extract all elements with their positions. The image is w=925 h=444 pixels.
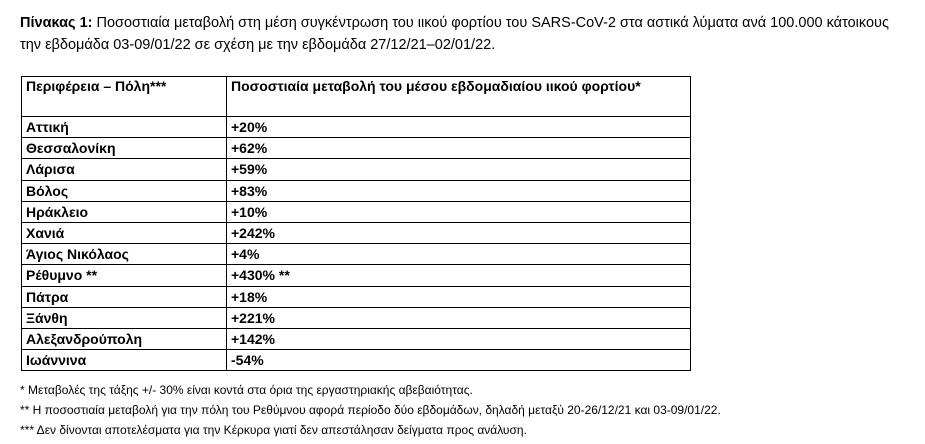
caption-text: Ποσοστιαία μεταβολή στη μέση συγκέντρωση του ιικού φορτίου του SARS-CoV-2 στα αστικά λύματα ανά 100.000 κάτοικους την εβδομάδα 03-09/01/22 σε σχέση με την εβδομάδα 27/12/21–02/01/22. [20,15,889,53]
header-change: Ποσοστιαία μεταβολή του μέσου εβδομαδιαίου ιικού φορτίου* [227,77,691,117]
table-row [22,117,691,138]
cell-region: Λάρισα [22,159,227,180]
cell-region: Άγιος Νικόλαος [22,244,227,265]
cell-change: +430% ** [227,265,691,286]
cell-region: Πάτρα [22,286,227,307]
cell-region: Βόλος [22,180,227,201]
cell-change: +4% [227,244,691,265]
cell-region: Ιωάννινα [22,350,227,371]
cell-change: +59% [227,159,691,180]
cell-region: Χανιά [22,222,227,243]
table-header-row [22,77,691,117]
cell-region: Ρέθυμνο ** [22,265,227,286]
table-row [22,307,691,328]
table-row [22,244,691,265]
cell-region: Αττική [22,117,227,138]
table-row [22,201,691,222]
table-row [22,138,691,159]
data-table [21,76,691,371]
table-row [22,159,691,180]
cell-change: +18% [227,286,691,307]
cell-region: Θεσσαλονίκη [22,138,227,159]
cell-change: +242% [227,222,691,243]
caption-label: Πίνακας 1: [20,15,93,31]
cell-change: +20% [227,117,691,138]
cell-region: Αλεξανδρούπολη [22,328,227,349]
cell-change: +10% [227,201,691,222]
table-row [22,180,691,201]
footnotes [20,380,721,440]
header-region: Περιφέρεια – Πόλη*** [22,77,227,117]
cell-change: +142% [227,328,691,349]
table-row [22,286,691,307]
cell-change: -54% [227,350,691,371]
table-row [22,350,691,371]
cell-change: +62% [227,138,691,159]
table-caption [20,12,910,56]
table-row [22,265,691,286]
cell-region: Ηράκλειο [22,201,227,222]
footnote-kerkyra: *** Δεν δίνονται αποτελέσματα για την Κέρκυρα γιατί δεν απεστάλησαν δείγματα προς ανάλυση. [20,423,527,437]
footnote-rethymno: ** Η ποσοστιαία μεταβολή για την πόλη του Ρεθύμνου αφορά περίοδο δύο εβδομάδων, δηλαδή μεταξύ 20-26/12/21 και 03-09/01/22. [20,403,721,417]
table-row [22,328,691,349]
cell-region: Ξάνθη [22,307,227,328]
cell-change: +83% [227,180,691,201]
cell-change: +221% [227,307,691,328]
table-row [22,222,691,243]
footnote-uncertainty: * Μεταβολές της τάξης +/- 30% είναι κοντά στα όρια της εργαστηριακής αβεβαιότητας. [20,383,473,397]
